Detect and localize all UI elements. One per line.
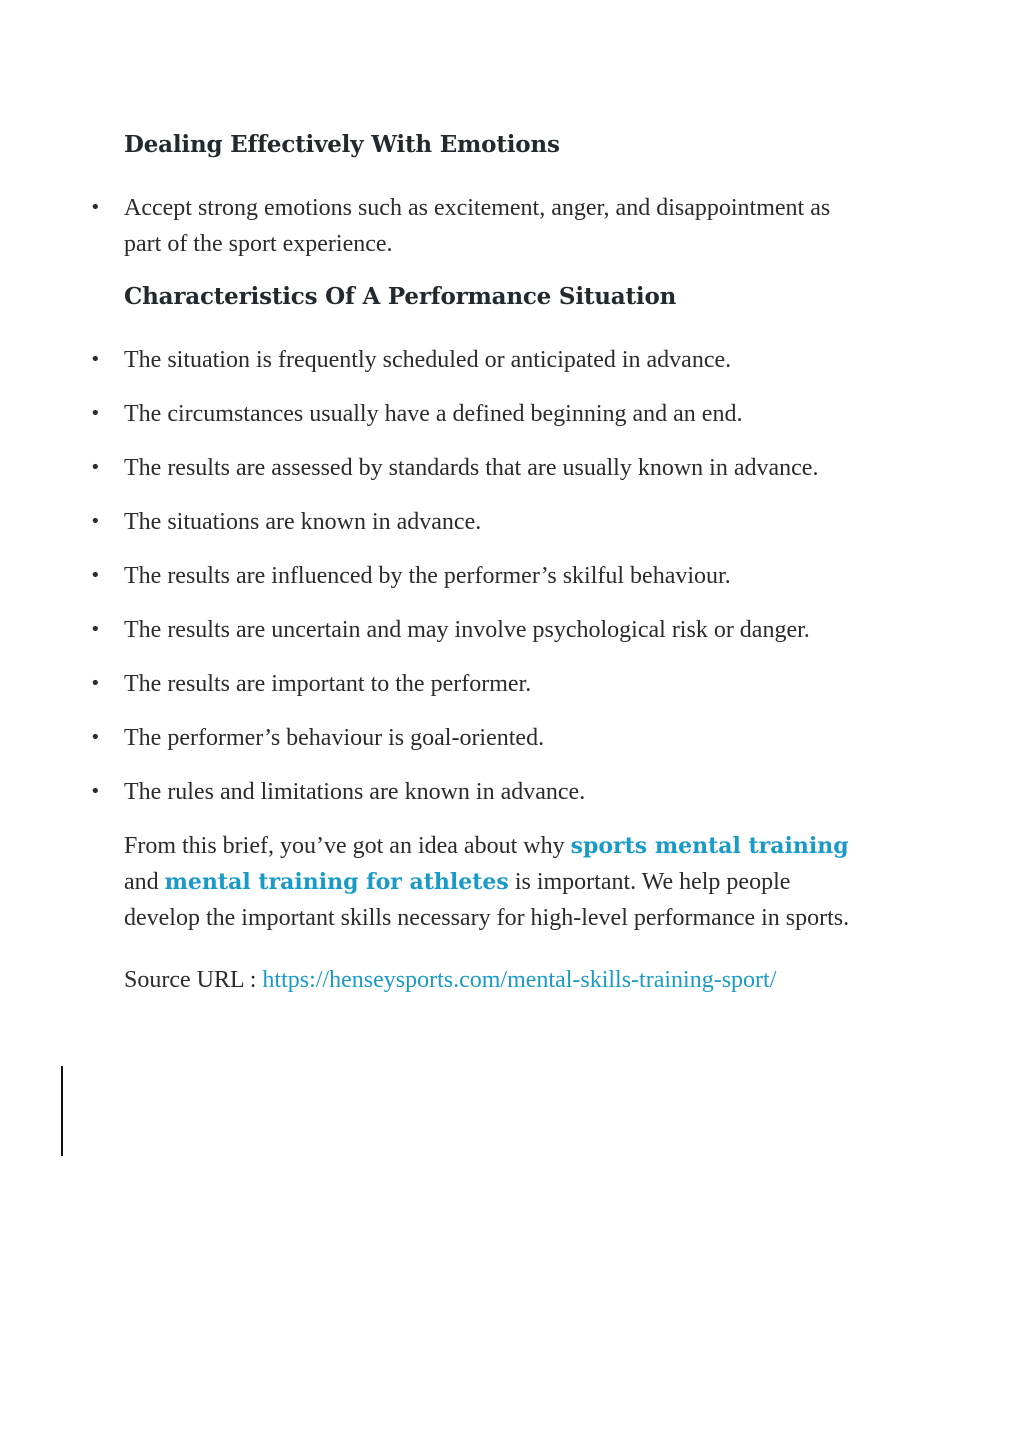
list-item: [90, 774, 864, 810]
article-content: [90, 128, 864, 998]
section-heading-emotions: Dealing Effectively With Emotions: [124, 131, 560, 158]
performance-list: [90, 342, 864, 810]
list-item: [90, 666, 864, 702]
list-item-text: The circumstances usually have a defined beginning and an end.: [124, 401, 743, 427]
list-item: [90, 450, 864, 486]
source-label: Source URL :: [124, 967, 263, 993]
bullet-icon: •: [90, 727, 101, 748]
bullet-icon: •: [90, 565, 101, 586]
bullet-icon: •: [90, 673, 101, 694]
list-item-text: The rules and limitations are known in advance.: [124, 779, 586, 805]
bullet-icon: •: [90, 457, 101, 478]
bullet-icon: •: [90, 511, 101, 532]
closing-text-after: is important. We help people develop the important skills necessary for high-level performance in sports.: [124, 869, 850, 931]
list-item: [90, 720, 864, 756]
source-url-link[interactable]: https://henseysports.com/mental-skills-training-sport/: [262, 967, 777, 993]
bullet-icon: •: [90, 349, 101, 370]
list-item-text: The results are influenced by the performer’s skilful behaviour.: [124, 563, 731, 589]
list-item: [90, 342, 864, 378]
source-line: [124, 962, 864, 998]
closing-text-mid: and: [124, 869, 165, 895]
list-item: [90, 190, 864, 262]
list-item-text: Accept strong emotions such as excitement, anger, and disappointment as part of the sport experience.: [124, 195, 831, 257]
closing-paragraph: [124, 828, 864, 936]
list-item-text: The results are assessed by standards that are usually known in advance.: [124, 455, 819, 481]
margin-rule: [61, 1066, 63, 1156]
sports-mental-training-link[interactable]: sports mental training: [570, 833, 849, 859]
list-item: [90, 612, 864, 648]
bullet-icon: •: [90, 619, 101, 640]
list-item-text: The performer’s behaviour is goal-oriented.: [124, 725, 545, 751]
bullet-icon: •: [90, 781, 101, 802]
section-heading-performance: Characteristics Of A Performance Situation: [124, 283, 677, 310]
emotions-list: [90, 190, 864, 262]
list-item: [90, 558, 864, 594]
mental-training-athletes-link[interactable]: mental training for athletes: [164, 869, 509, 895]
bullet-icon: •: [90, 197, 101, 218]
list-item: [90, 396, 864, 432]
list-item: [90, 504, 864, 540]
list-item-text: The situations are known in advance.: [124, 509, 482, 535]
closing-text-before: From this brief, you’ve got an idea about why: [124, 833, 571, 859]
list-item-text: The situation is frequently scheduled or anticipated in advance.: [124, 347, 732, 373]
list-item-text: The results are important to the performer.: [124, 671, 532, 697]
bullet-icon: •: [90, 403, 101, 424]
list-item-text: The results are uncertain and may involve psychological risk or danger.: [124, 617, 810, 643]
